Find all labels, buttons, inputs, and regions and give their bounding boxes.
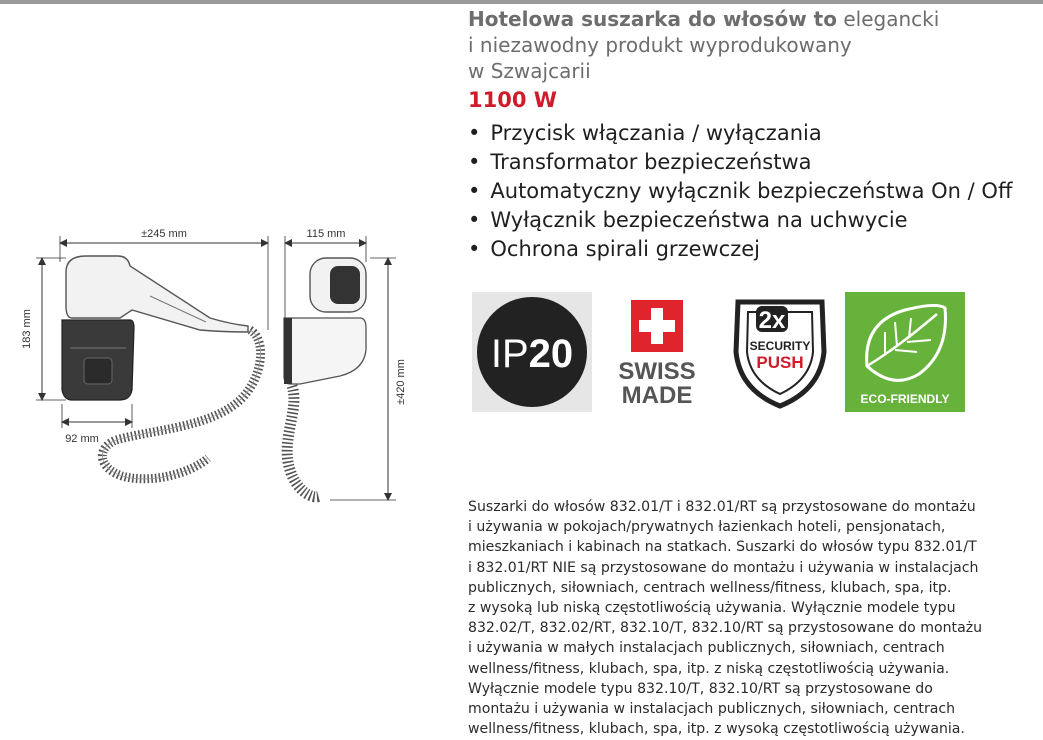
description-line: publicznych, siłowniach, centrach wellness/fitness, klubach, spa, itp. <box>468 579 952 596</box>
title-line2: i niezawodny produkt wyprodukowany <box>468 33 852 57</box>
description-line: mieszkaniach i kabinach na statkach. Suszarki do włosów typu 832.01/T <box>468 539 977 556</box>
power-rating: 1100 W <box>468 88 557 112</box>
ip-number: 20 <box>528 332 574 376</box>
description-line: 832.02/T, 832.02/RT, 832.10/T, 832.10/RT są przystosowane do montażu <box>468 620 983 637</box>
feature-item: • Wyłącznik bezpieczeństwa na uchwycie <box>468 206 1012 235</box>
product-title <box>468 6 1028 84</box>
eco-friendly-badge <box>845 292 965 412</box>
technical-drawing <box>0 200 460 520</box>
description <box>468 497 1033 739</box>
title-line1-rest: elegancki <box>836 7 940 31</box>
security-push-shield-icon <box>720 292 840 412</box>
description-line: i 832.01/RT NIE są przystosowane do montażu i używania w instalacjach <box>468 559 979 576</box>
feature-item: • Ochrona spirali grzewczej <box>468 235 1012 264</box>
feature-list <box>468 119 1012 264</box>
feature-item: • Automatyczny wyłącznik bezpieczeństwa On / Off <box>468 177 1012 206</box>
eco-label: ECO-FRIENDLY <box>860 392 950 406</box>
feature-item: • Transformator bezpieczeństwa <box>468 148 1012 177</box>
dim-height-holder: 183 mm <box>21 309 33 349</box>
leaf-icon <box>867 305 946 380</box>
dim-width-front: ±245 mm <box>141 228 187 240</box>
description-line: z wysoką lub niską częstotliwością używania. Wyłącznie modele typu <box>468 600 956 617</box>
dim-height-total: ±420 mm <box>395 359 407 405</box>
feature-item: • Przycisk włączania / wyłączania <box>468 119 1012 148</box>
swiss-line1: SWISS <box>618 358 696 385</box>
description-line: Wyłącznie modele typu 832.10/T, 832.10/RT są przystosowane do <box>468 680 933 697</box>
description-line: montażu i używania w instalacjach publicznych, siłowniach, centrach <box>468 701 956 718</box>
ip-prefix: IP <box>490 332 529 376</box>
swiss-line2: MADE <box>621 382 693 409</box>
description-line: Suszarki do włosów 832.01/T i 832.01/RT są przystosowane do montażu <box>468 499 976 515</box>
swiss-made-badge <box>597 292 717 412</box>
dim-depth-holder: 92 mm <box>65 433 99 445</box>
description-line: wellness/fitness, klubach, spa, itp. z wysoką częstotliwością używania. <box>468 721 965 738</box>
title-bold: Hotelowa suszarka do włosów to <box>468 7 837 31</box>
push-line1: SECURITY <box>749 339 811 353</box>
title-line3: w Szwajcarii <box>468 59 591 83</box>
push-line2: PUSH <box>756 353 804 372</box>
ip20-badge <box>472 292 592 412</box>
description-line: i używania w pokojach/prywatnych łazienkach hoteli, pensjonatach, <box>468 519 946 536</box>
description-line: wellness/fitness, klubach, spa, itp. z niską częstotliwością używania. <box>468 660 950 677</box>
top-border <box>0 0 1043 4</box>
description-line: i używania w małych instalacjach publicznych, siłowniach, centrach <box>468 640 945 657</box>
dim-width-side: 115 mm <box>306 228 346 240</box>
svg-text:IP20 <box>491 332 573 376</box>
push-count: 2x <box>758 307 786 334</box>
